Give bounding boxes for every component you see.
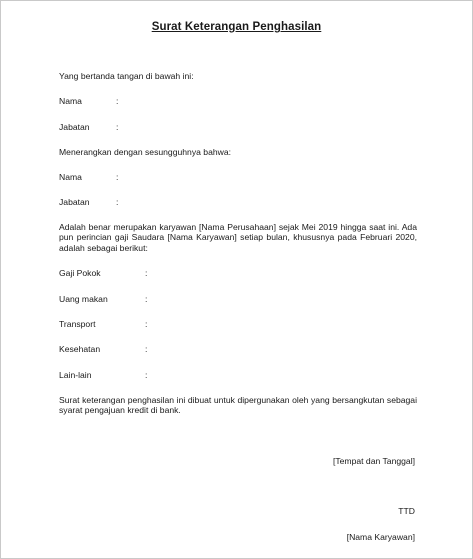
declare-text: Menerangkan dengan sesungguhnya bahwa: — [59, 147, 232, 157]
signer-name-colon: : — [116, 96, 119, 106]
employee-position-label: Jabatan — [59, 197, 90, 207]
salary-item-colon: : — [145, 268, 148, 278]
intro-text: Yang bertanda tangan di bawah ini: — [59, 71, 194, 81]
salary-item-colon: : — [145, 344, 148, 354]
salary-item-colon: : — [145, 319, 148, 329]
salary-item-label: Lain-lain — [59, 370, 92, 380]
place-date: [Tempat dan Tanggal] — [332, 456, 415, 466]
employee-position-colon: : — [116, 197, 119, 207]
statement-paragraph: Adalah benar merupakan karyawan [Nama Perusahaan] sejak Mei 2019 hingga saat ini. Ada pun perincian gaji Saudara [Nama Karyawan] setiap bulan, khususnya pada Februari 2020, adalah sebagai berikut: — [59, 222, 417, 253]
salary-item-label: Kesehatan — [59, 344, 101, 354]
employee-name-colon: : — [116, 172, 119, 182]
signer-name-label: Nama — [59, 96, 82, 106]
letter-title: Surat Keterangan Penghasilan — [151, 21, 322, 33]
closing-paragraph: Surat keterangan penghasilan ini dibuat untuk dipergunakan oleh yang bersangkutan sebagai syarat pengajuan kredit di bank. — [59, 395, 417, 416]
signer-position-label: Jabatan — [59, 122, 90, 132]
salary-item-colon: : — [145, 294, 148, 304]
signature-mark: TTD — [398, 506, 415, 516]
signer-name-placeholder: [Nama Karyawan] — [346, 532, 415, 542]
salary-item-colon: : — [145, 370, 148, 380]
signer-position-colon: : — [116, 122, 119, 132]
salary-item-label: Transport — [59, 319, 96, 329]
employee-name-label: Nama — [59, 172, 82, 182]
salary-item-label: Gaji Pokok — [59, 268, 101, 278]
salary-item-label: Uang makan — [59, 294, 108, 304]
